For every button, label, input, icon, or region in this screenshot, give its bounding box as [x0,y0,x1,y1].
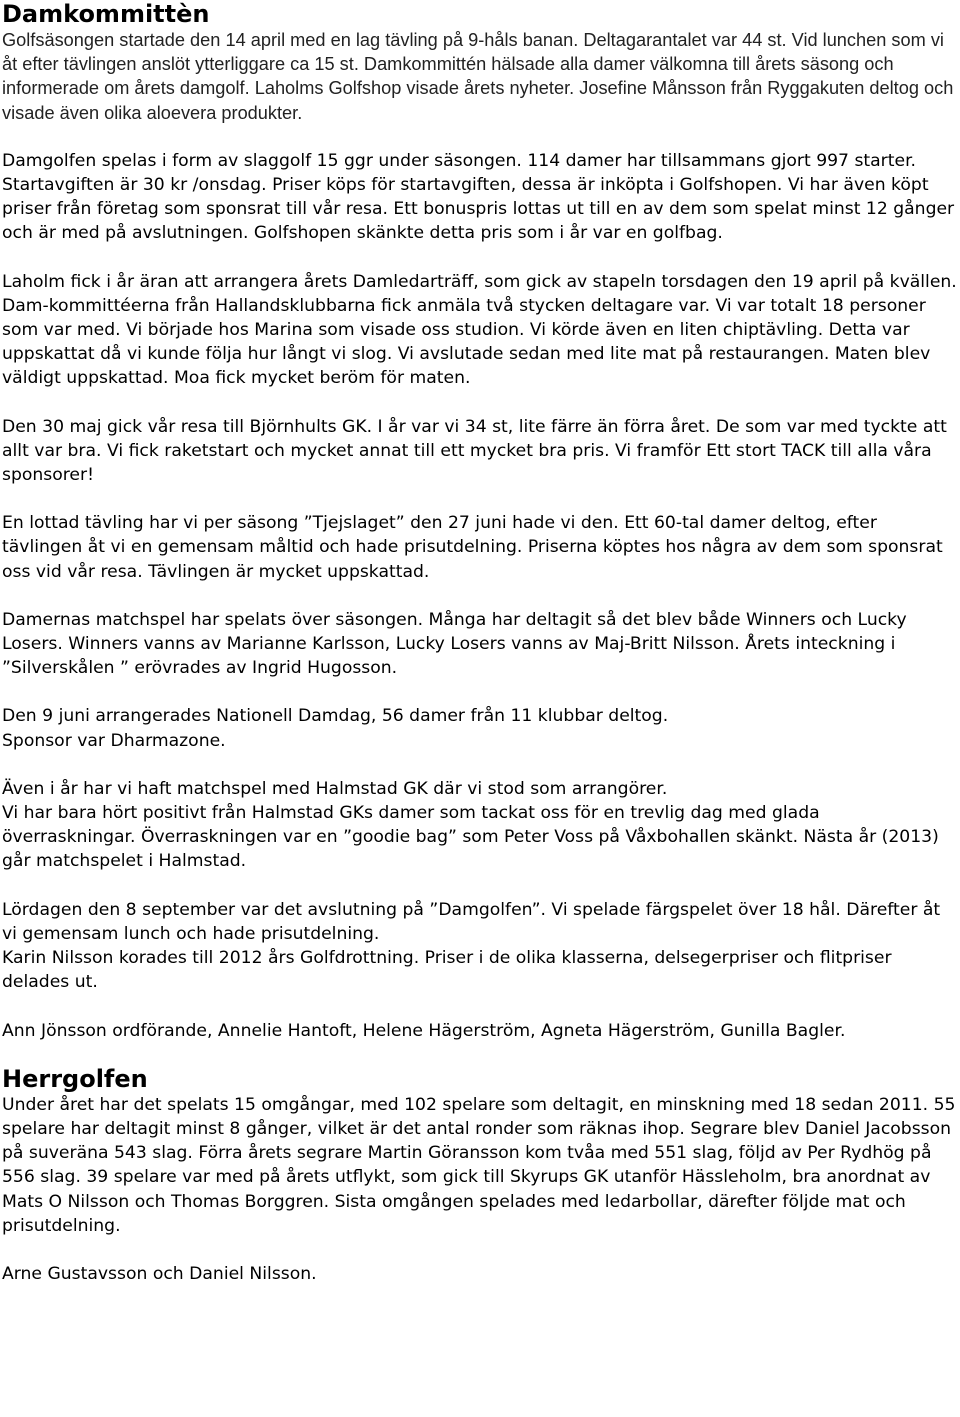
damledartraff-paragraph: Laholm fick i år äran att arrangera årets Damledarträff, som gick av stapeln torsdagen den 19 april på kvällen. Dam-kommittéerna från Hallandsklubbarna fick anmäla två stycken deltagare var. Vi var totalt 18 personer som var med. Vi började hos Marina som visade oss studion. Vi körde även en liten chiptävling. Detta var uppskattat då vi kunde följa hur långt vi slog. Vi avslutade sedan med lite mat på restaurangen. Maten blev väldigt uppskattad. Moa fick mycket beröm för maten. [2,271,957,389]
resa-paragraph: Den 30 maj gick vår resa till Björnhults GK. I år var vi 34 st, lite färre än förra året. De som var med tyckte att allt var bra. Vi fick raketstart och mycket annat till ett mycket bra pris. Vi framför Ett stort TACK till alla våra sponsorer! [2,416,947,486]
nationell-damdag-line: Den 9 juni arrangerades Nationell Damdag, 56 damer från 11 klubbar deltog. [2,706,669,727]
tjejslaget-paragraph: En lottad tävling har vi per säsong ”Tjejslaget” den 27 juni hade vi den. Ett 60-tal damer deltog, efter tävlingen åt vi en gemensam måltid och hade prisutdelning. Priserna köptes hos några av dem som sponsrat oss vid vår resa. Tävlingen är mycket uppskattad. [2,513,943,582]
golfdrottning-line: Karin Nilsson korades till 2012 års Golfdrottning. Priser i de olika klasserna, delsegerpriser och flitpriser delades ut. [2,948,892,993]
avslutning-paragraph [2,898,958,995]
slaggolf-paragraph: Damgolfen spelas i form av slaggolf 15 ggr under säsongen. 114 damer har tillsammans gjort 997 starter. Startavgiften är 30 kr /onsdag. Priser köps för startavgiften, dessa är inköpta i Golfshopen. Vi har även köpt priser från företag som sponsrat till vår resa. Ett bonuspris lottas ut till en av dem som spelat minst 12 gånger och är med på avslutningen. Golfshopen skänkte detta pris som i år var en golfbag. [2,150,955,244]
damkommitten-signature: Ann Jönsson ordförande, Annelie Hantoft, Helene Hägerström, Agneta Hägerström, Gunilla Bagler. [2,1020,846,1041]
matchspel-winners-paragraph: Damernas matchspel har spelats över säsongen. Många har deltagit så det blev både Winners och Lucky Losers. Winners vanns av Marianne Karlsson, Lucky Losers vanns av Maj-Britt Nilsson. Årets inteckning i ”Silverskålen ” erövrades av Ingrid Hugosson. [2,609,907,679]
halmstad-matchspel-paragraph [2,777,958,874]
avslutning-line: Lördagen den 8 september var det avslutning på ”Damgolfen”. Vi spelade färgspelet över 18 hål. Därefter åt vi gemensam lunch och hade prisutdelning. [2,899,941,944]
nationell-damdag-paragraph [2,704,958,752]
season-start-paragraph: Golfsäsongen startade den 14 april med en lag tävling på 9-håls banan. Deltagarantalet var 44 st. Vid lunchen som vi åt efter tävlingen anslöt ytterliggare ca 15 st. Damkommittén hälsade alla damer välkomna till årets säsong och informerade om årets damgolf. Laholms Golfshop visade årets nyheter. Josefine Månsson från Ryggakuten deltog och visade även olika aloevera produkter. [2,30,954,123]
herrgolfen-section [2,1065,958,1286]
halmstad-arranger-line: Även i år har vi haft matchspel med Halmstad GK där vi stod som arrangörer. [2,778,668,799]
herrgolfen-signature: Arne Gustavsson och Daniel Nilsson. [2,1263,317,1284]
halmstad-feedback-line: Vi har bara hört positivt från Halmstad GKs damer som tackat oss för en trevlig dag med glada överraskningar. Överraskningen var en ”goodie bag” som Peter Voss på Våxbohallen skänkt. Nästa år (2013) går matchspelet i Halmstad. [2,803,939,872]
damkommitten-heading: Damkommittèn [2,0,210,28]
herrgolfen-heading: Herrgolfen [2,1064,148,1093]
damkommitten-section [2,0,958,1043]
sponsor-line: Sponsor var Dharmazone. [2,730,226,751]
herrgolfen-paragraph: Under året har det spelats 15 omgångar, med 102 spelare som deltagit, en minskning med 18 sedan 2011. 55 spelare har deltagit minst 8 gånger, vilket är det antal ronder som räknas ihop. Segrare blev Daniel Jacobsson på suveräna 543 slag. Förra årets segrare Martin Göransson kom tvåa med 551 slag, följd av Per Rydhög på 556 slag. 39 spelare var med på årets utflykt, som gick till Skyrups GK utanför Hässleholm, bra anordnat av Mats O Nilsson och Thomas Borggren. Sista omgången spelades med ledarbollar, därefter följde mat och prisutdelning. [2,1094,956,1236]
